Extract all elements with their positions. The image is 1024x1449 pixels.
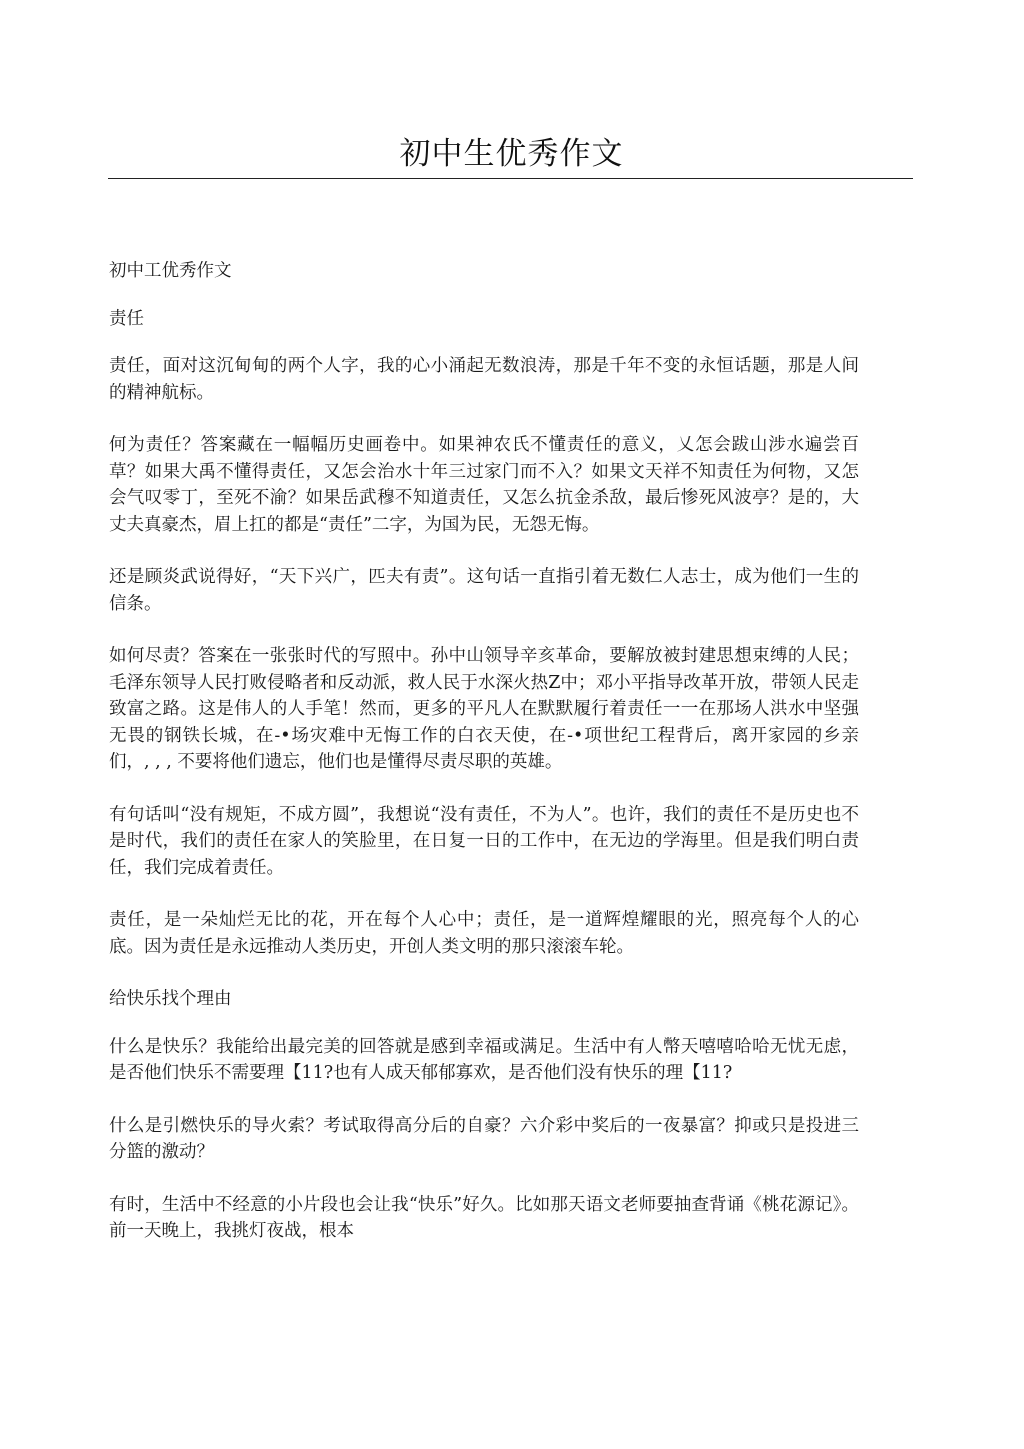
document-title: 初中生优秀作文	[399, 136, 624, 172]
paragraph: 如何尽责？答案在一张张时代的写照中。孙中山领导辛亥革命，要解放被封建思想束缚的人民；毛泽东领导人民打败侵略者和反动派，救人民于水深火热Z中；邓小平指导改革开放，带领人民走致富之路。这是伟人的人手笔！然而，更多的平凡人在默默履行着责任一一在那场人洪水中坚强无畏的钢铁长城，在-•场灾难中无悔工作的白衣天使，在-•项世纪工程背后，离开家园的乡亲们，, , , 不要将他们遗忘，他们也是懂得尽责尽职的英雄。	[109, 646, 859, 772]
paragraph: 责任，面对这沉甸甸的两个人字，我的心小涌起无数浪涛，那是千年不变的永恒话题，那是人间的精神航标。	[109, 356, 859, 403]
title-underline	[108, 178, 913, 179]
paragraph: 责任，是一朵灿烂无比的花，开在每个人心中；责任，是一道辉煌耀眼的光，照亮每个人的心底。因为责任是永远推动人类历史，开创人类文明的那只滚滚车轮。	[109, 910, 859, 957]
paragraph: 什么是引燃快乐的导火索？考试取得高分后的自豪？六介彩中奖后的一夜暴富？抑或只是投进三分篮的激动？	[109, 1115, 859, 1162]
section-heading: 给快乐找个理由	[109, 989, 232, 1009]
document-body	[109, 258, 859, 1271]
essay-collection-subtitle: 初中工优秀作文	[109, 261, 232, 281]
section-heading: 责任	[109, 308, 144, 329]
paragraph: 什么是快乐？我能给出最完美的回答就是感到幸福或满足。生活中有人幣天嘻嘻哈哈无忧无虑，是否他们快乐不需要理【11?也有人成天郁郁寡欢，是否他们没有快乐的理【11?	[109, 1036, 859, 1083]
paragraph: 还是顾炎武说得好，“天下兴广，匹夫有责”。这句话一直指引着无数仁人志士，成为他们一生的信条。	[109, 567, 859, 614]
paragraph: 有时，生活中不经意的小片段也会让我“快乐”好久。比如那天语文老师要抽查背诵《桃花源记》。前一天晚上，我挑灯夜战，根本	[109, 1194, 859, 1241]
paragraph: 有句话叫“没有规矩，不成方圆”，我想说“没有责任，不为人”。也许，我们的责任不是历史也不是时代，我们的责任在家人的笑脸里，在日复一日的工作中，在无边的学海里。但是我们明白责任，我们完成着责任。	[109, 804, 859, 878]
paragraph: 何为责任？答案藏在一幅幅历史画卷中。如果神农氏不懂责任的意义，乂怎会跋山涉水遍尝百草？如果大禹不懂得责任，又怎会治水十年三过家门而不入？如果文天祥不知责任为何物，又怎会气叹零丁，至死不渝？如果岳武穆不知道责任，又怎么抗金杀敌，最后惨死风波亭？是的，大丈夫真豪杰，眉上扛的都是“责任”二字，为国为民，无怨无悔。	[109, 435, 859, 535]
